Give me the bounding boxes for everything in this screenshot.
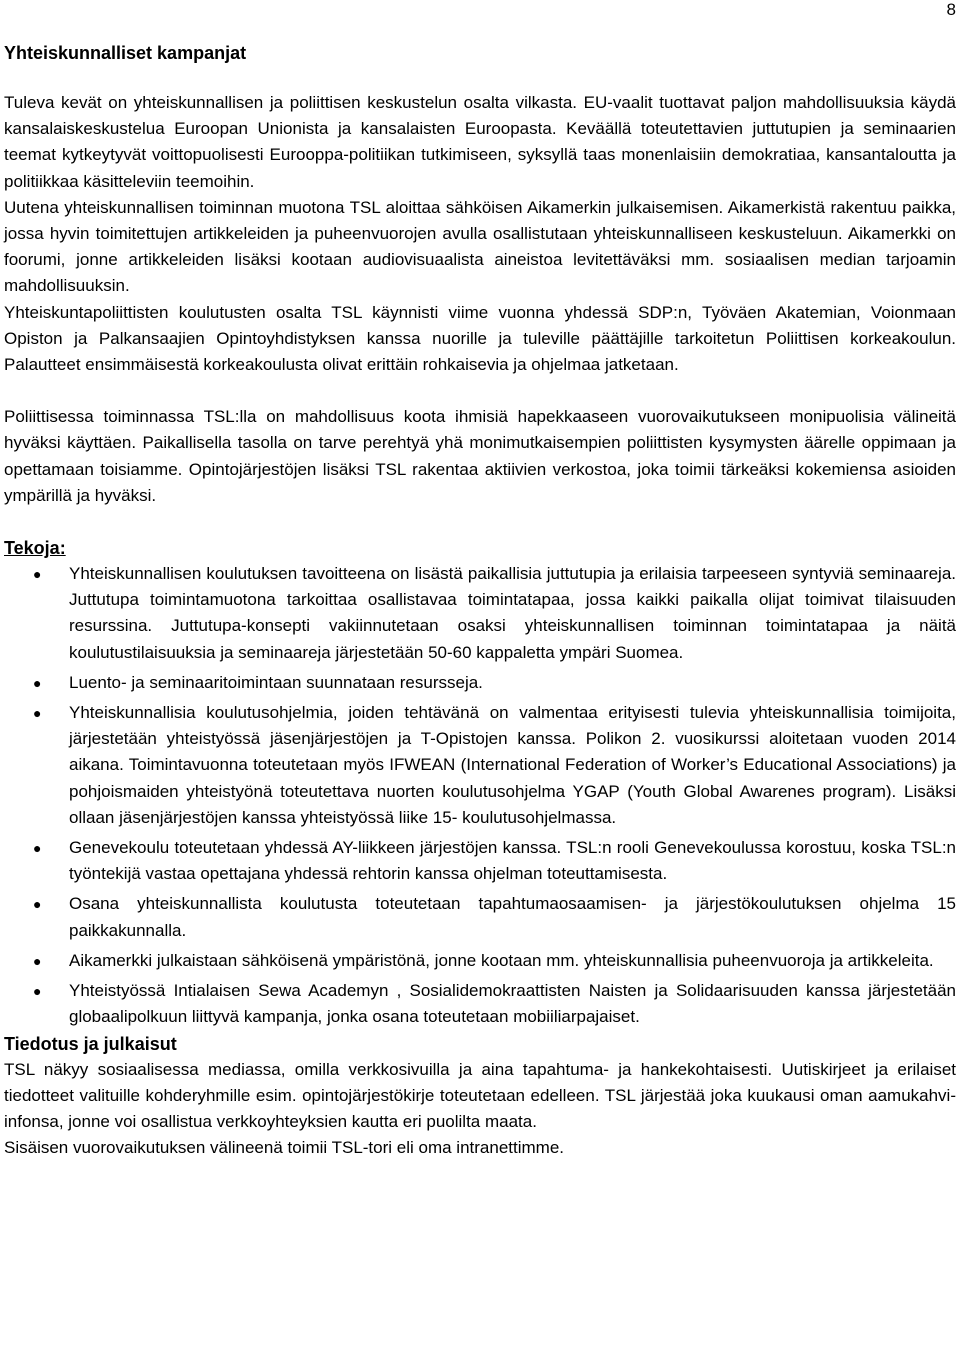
list-item: ● Yhteistyössä Intialaisen Sewa Academyn , Sosialidemokraattisten Naisten ja Solidaarisuuden kanssa järjestetään globaalipolkuun liittyvä kampanja, jonka osana toteutetaan mobiiliarpajaiset.	[4, 978, 956, 1030]
bullet-icon: ●	[33, 566, 42, 583]
section-heading-tiedotus: Tiedotus ja julkaisut	[4, 1033, 177, 1054]
paragraph: Yhteiskuntapoliittisten koulutusten osalta TSL käynnisti viime vuonna yhdessä SDP:n, Työväen Akatemian, Voionmaan Opiston ja Palkansaajien Opintoyhdistyksen kanssa nuorille ja tuleville päättäjille tarkoitetun Poliittisen korkeakoulun. Palautteet ensimmäisestä korkeakoulusta olivat erittäin rohkaisevia ja ohjelmaa jatketaan.	[4, 302, 956, 375]
document-body	[4, 40, 956, 1161]
tekoja-list	[4, 561, 956, 1030]
bullet-icon: ●	[33, 952, 42, 969]
bullet-icon: ●	[33, 674, 42, 691]
bullet-icon: ●	[33, 983, 42, 1000]
spacer	[4, 378, 956, 404]
bullet-icon: ●	[33, 896, 42, 913]
list-item: ● Osana yhteiskunnallista koulutusta toteutetaan tapahtumaosaamisen- ja järjestökoulutuksen ohjelma 15 paikkakunnalla.	[4, 891, 956, 943]
page-number: 8	[946, 0, 956, 19]
bullet-icon: ●	[33, 840, 42, 857]
paragraph: TSL näkyy sosiaalisessa mediassa, omilla verkkosivuilla ja aina tapahtuma- ja hankekohtaisesti. Uutiskirjeet ja erilaiset tiedotteet valituille kohderyhmille esim. opintojärjestökirje toteutetaan edelleen. TSL järjestää joka kuukausi oman aamukahvi-infonsa, jonne voi osallistua verkkoyhteyksien kautta eri puolilta maata.	[4, 1059, 956, 1131]
paragraph: Sisäisen vuorovaikutuksen välineenä toimii TSL-tori eli oma intranettimme.	[4, 1138, 564, 1158]
paragraph: Tuleva kevät on yhteiskunnallisen ja poliittisen keskustelun osalta vilkasta. EU-vaalit tuottavat paljon mahdollisuuksia käydä kansalaiskeskustelua Euroopan Unionista ja kansalaisten Euroopasta. Keväällä toteutettavien juttutupien ja seminaarien teemat kytkeytyvät voittopuolisesti Eurooppa-politiikan tutkimiseen, syksyllä taas monenlaisiin demokratiaa, kansantaloutta ja politiikkaa käsitteleviin teemoihin.	[4, 93, 956, 191]
paragraph: Uutena yhteiskunnallisen toiminnan muotona TSL aloittaa sähköisen Aikamerkin julkaisemisen. Aikamerkistä rakentuu paikka, jossa hyvin toimitettujen artikkeleiden ja puheenvuorojen avulla osallistutaan yhteiskunnalliseen keskusteluun. Aikamerkki on foorumi, jonne artikkeleiden lisäksi kootaan audiovisuaalista aineistoa levitettäväksi mm. sosiaalisen median tarjoamin mahdollisuuksin.	[4, 197, 956, 296]
spacer	[4, 509, 956, 535]
paragraph: Poliittisessa toiminnassa TSL:lla on mahdollisuus koota ihmisiä hapekkaaseen vuorovaikutukseen monipuolisia välineitä hyväksi käyttäen. Paikallisella tasolla on tarve perehtyä yhä monimutkaisempien poliittisten kysymysten äärelle oppimaan ja opettamaan toisiamme. Opintojärjestöjen lisäksi TSL rakentaa aktiivien verkostoa, joka toimii tärkeäksi kokemiensa asioiden ympärillä ja hyväksi.	[4, 407, 956, 505]
list-item: ● Aikamerkki julkaistaan sähköisenä ympäristönä, jonne kootaan mm. yhteiskunnallisia puheenvuoroja ja artikkeleita.	[4, 948, 956, 974]
bullet-icon: ●	[33, 705, 42, 722]
list-item: ● Luento- ja seminaaritoimintaan suunnataan resursseja.	[4, 670, 956, 696]
tekoja-heading: Tekoja:	[4, 538, 66, 559]
list-item: ● Yhteiskunnallisia koulutusohjelmia, joiden tehtävänä on valmentaa erityisesti tulevia yhteiskunnallisia toimijoita, järjestetään yhteistyössä jäsenjärjestöjen ja T-Opistojen kanssa. Polikon 2. vuosikurssi aloitetaan vuoden 2014 aikana. Toimintavuonna toteutetaan myös IFWEAN (International Federation of Worker’s Educational Associations) ja pohjoismaiden yhteistyönä toteutettava nuorten koulutusohjelma YGAP (Youth Global Awarenes program). Lisäksi ollaan jäsenjärjestöjen kanssa yhteistyössä liike 15- koulutusohjelmassa.	[4, 700, 956, 831]
list-item: ● Genevekoulu toteutetaan yhdessä AY-liikkeen järjestöjen kanssa. TSL:n rooli Genevekoulussa korostuu, koska TSL:n työntekijä vastaa opettajana yhdessä rehtorin kanssa ohjelman toteuttamisesta.	[4, 835, 956, 887]
list-item: ● Yhteiskunnallisen koulutuksen tavoitteena on lisästä paikallisia juttutupia ja erilaisia tarpeeseen syntyviä seminaareja. Juttutupa toimintamuotona tarkoittaa osallistavaa toimintatapaa, jossa kaikki paikalla olijat toimivat tilaisuuden resurssina. Juttutupa-konsepti vakiinnutetaan osaksi yhteiskunnallisen toiminnan toimintatapaa ja näitä koulutustilaisuuksia ja seminaareja järjestetään 50-60 kappaletta ympäri Suomea.	[4, 561, 956, 666]
section-heading-kampanjat: Yhteiskunnalliset kampanjat	[4, 43, 247, 63]
